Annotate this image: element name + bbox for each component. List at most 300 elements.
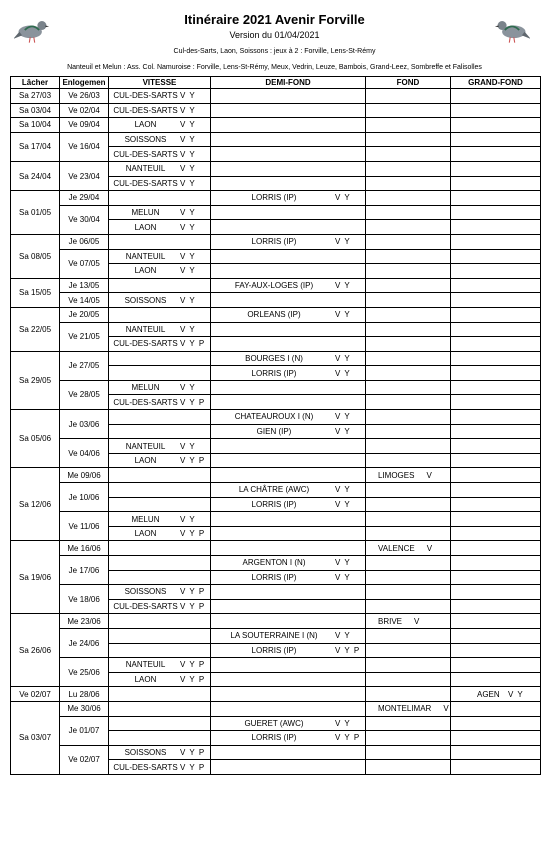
- vitesse-cell: [109, 453, 211, 468]
- race-flags: V Y: [508, 689, 524, 699]
- table-row: [11, 716, 541, 731]
- race-entry: [213, 354, 363, 363]
- enlogement-date: Je 03/06: [60, 410, 109, 439]
- grand-fond-cell: [451, 687, 541, 702]
- table-row: [11, 380, 541, 395]
- enlogement-date: Ve 04/06: [60, 439, 109, 468]
- vitesse-cell: [109, 118, 211, 133]
- demi-fond-cell: [211, 585, 366, 600]
- race-location: VALENCE: [378, 543, 415, 553]
- race-location: LAON: [134, 675, 157, 685]
- race-flags: V Y P: [335, 733, 361, 743]
- race-flags: V Y: [180, 383, 196, 393]
- race-entry: [111, 602, 208, 611]
- race-entry: [213, 646, 363, 655]
- demi-fond-cell: [211, 483, 366, 498]
- vitesse-cell: [109, 628, 211, 643]
- grand-fond-cell: [451, 497, 541, 512]
- race-entry: [111, 398, 208, 407]
- race-flags: V Y: [180, 149, 196, 159]
- table-row: [11, 307, 541, 322]
- race-location: CUL-DES-SARTS: [113, 762, 178, 772]
- table-row: [11, 249, 541, 264]
- race-flags: V Y: [180, 251, 196, 261]
- enlogement-date: Me 30/06: [60, 701, 109, 716]
- enlogement-date: Ve 14/05: [60, 293, 109, 308]
- demi-fond-cell: [211, 541, 366, 556]
- vitesse-cell: [109, 570, 211, 585]
- grand-fond-cell: [451, 366, 541, 381]
- race-location: CUL-DES-SARTS: [113, 339, 178, 349]
- demi-fond-cell: [211, 366, 366, 381]
- race-flags: V Y P: [180, 675, 206, 685]
- race-entry: [111, 150, 208, 159]
- vitesse-cell: [109, 293, 211, 308]
- grand-fond-cell: [451, 453, 541, 468]
- race-location: SOISSONS: [124, 587, 167, 597]
- demi-fond-cell: [211, 526, 366, 541]
- demi-fond-cell: [211, 395, 366, 410]
- vitesse-cell: [109, 161, 211, 176]
- vitesse-cell: [109, 468, 211, 483]
- demi-fond-cell: [211, 556, 366, 571]
- table-row: [11, 234, 541, 249]
- vitesse-cell: [109, 322, 211, 337]
- fond-cell: [366, 716, 451, 731]
- race-entry: [213, 281, 363, 290]
- race-entry: [111, 135, 208, 144]
- demi-fond-cell: [211, 380, 366, 395]
- fond-cell: [366, 731, 451, 746]
- enlogement-date: Je 01/07: [60, 716, 109, 745]
- vitesse-cell: [109, 760, 211, 775]
- race-location: NANTEUIL: [125, 251, 166, 261]
- grand-fond-cell: [451, 556, 541, 571]
- table-row: [11, 89, 541, 104]
- race-entry: [213, 369, 363, 378]
- enlogement-date: Ve 11/06: [60, 512, 109, 541]
- fond-cell: [366, 89, 451, 104]
- race-flags: V Y: [335, 718, 351, 728]
- vitesse-cell: [109, 337, 211, 352]
- fond-cell: [366, 234, 451, 249]
- race-entry: [453, 690, 538, 699]
- race-flags: V Y: [335, 412, 351, 422]
- vitesse-cell: [109, 264, 211, 279]
- race-flags: V: [426, 543, 434, 553]
- header-row: [11, 77, 541, 89]
- race-flags: V Y P: [180, 602, 206, 612]
- race-flags: V Y P: [180, 660, 206, 670]
- grand-fond-cell: [451, 380, 541, 395]
- race-entry: [111, 763, 208, 772]
- enlogement-date: Ve 02/04: [60, 103, 109, 118]
- demi-fond-cell: [211, 468, 366, 483]
- table-row: [11, 745, 541, 760]
- grand-fond-cell: [451, 541, 541, 556]
- lacher-date: Sa 03/07: [11, 701, 60, 774]
- grand-fond-cell: [451, 745, 541, 760]
- race-entry: [213, 485, 363, 494]
- fond-cell: [366, 307, 451, 322]
- fond-cell: [366, 556, 451, 571]
- grand-fond-cell: [451, 351, 541, 366]
- race-flags: V Y: [180, 295, 196, 305]
- vitesse-cell: [109, 439, 211, 454]
- table-row: [11, 658, 541, 673]
- table-row: [11, 439, 541, 454]
- demi-fond-cell: [211, 497, 366, 512]
- race-flags: V: [414, 616, 421, 626]
- lacher-date: Sa 15/05: [11, 278, 60, 307]
- race-location: ORLEANS (IP): [247, 310, 301, 320]
- race-entry: [111, 120, 208, 129]
- enlogement-date: Ve 16/04: [60, 132, 109, 161]
- lacher-date: Ve 02/07: [11, 687, 60, 702]
- grand-fond-cell: [451, 410, 541, 425]
- race-location: LORRIS (IP): [251, 368, 297, 378]
- enlogement-date: Ve 26/03: [60, 89, 109, 104]
- table-row: [11, 205, 541, 220]
- note-jeux: Cul-des-Sarts, Laon, Soissons : jeux à 2 : Forville, Lens-St-Rémy: [173, 48, 376, 55]
- race-entry: [111, 529, 208, 538]
- fond-cell: [366, 191, 451, 206]
- race-entry: [111, 442, 208, 451]
- vitesse-cell: [109, 599, 211, 614]
- enlogement-date: Ve 21/05: [60, 322, 109, 351]
- race-entry: [111, 456, 208, 465]
- race-entry: [213, 500, 363, 509]
- race-location: LORRIS (IP): [251, 572, 297, 582]
- grand-fond-cell: [451, 526, 541, 541]
- fond-cell: [366, 103, 451, 118]
- enlogement-date: Me 23/06: [60, 614, 109, 629]
- race-entry: [111, 339, 208, 348]
- enlogement-date: Me 16/06: [60, 541, 109, 556]
- fond-cell: [366, 132, 451, 147]
- grand-fond-cell: [451, 132, 541, 147]
- fond-cell: [366, 526, 451, 541]
- vitesse-cell: [109, 234, 211, 249]
- vitesse-cell: [109, 380, 211, 395]
- lacher-date: Sa 08/05: [11, 234, 60, 278]
- race-entry: [213, 733, 363, 742]
- grand-fond-cell: [451, 701, 541, 716]
- demi-fond-cell: [211, 147, 366, 162]
- enlogement-date: Je 06/05: [60, 234, 109, 249]
- race-location: LORRIS (IP): [251, 499, 297, 509]
- race-location: SOISSONS: [124, 295, 167, 305]
- demi-fond-cell: [211, 599, 366, 614]
- race-location: LORRIS (IP): [251, 237, 297, 247]
- demi-fond-cell: [211, 337, 366, 352]
- fond-cell: [366, 453, 451, 468]
- fond-cell: [366, 599, 451, 614]
- grand-fond-cell: [451, 322, 541, 337]
- race-flags: V Y: [180, 441, 196, 451]
- race-entry: [213, 427, 363, 436]
- vitesse-cell: [109, 103, 211, 118]
- race-entry: [213, 558, 363, 567]
- race-flags: V Y: [180, 164, 196, 174]
- fond-cell: [366, 745, 451, 760]
- table-row: [11, 191, 541, 206]
- enlogement-date: Ve 02/07: [60, 745, 109, 774]
- table-row: [11, 541, 541, 556]
- demi-fond-cell: [211, 570, 366, 585]
- race-entry: [111, 266, 208, 275]
- demi-fond-cell: [211, 453, 366, 468]
- fond-cell: [366, 366, 451, 381]
- vitesse-cell: [109, 424, 211, 439]
- race-flags: V Y: [335, 485, 351, 495]
- race-flags: V Y: [335, 558, 351, 568]
- demi-fond-cell: [211, 643, 366, 658]
- fond-cell: [366, 278, 451, 293]
- demi-fond-cell: [211, 424, 366, 439]
- vitesse-cell: [109, 556, 211, 571]
- header-lacher: Lâcher: [11, 77, 60, 89]
- enlogement-date: Lu 28/06: [60, 687, 109, 702]
- race-flags: V Y: [180, 324, 196, 334]
- race-flags: V: [426, 470, 433, 480]
- race-entry: [111, 675, 208, 684]
- race-flags: V Y P: [180, 397, 206, 407]
- race-entry: [111, 748, 208, 757]
- grand-fond-cell: [451, 628, 541, 643]
- grand-fond-cell: [451, 176, 541, 191]
- grand-fond-cell: [451, 264, 541, 279]
- demi-fond-cell: [211, 307, 366, 322]
- grand-fond-cell: [451, 293, 541, 308]
- race-location: LA CHÂTRE (AWC): [238, 485, 310, 495]
- fond-cell: [366, 658, 451, 673]
- demi-fond-cell: [211, 264, 366, 279]
- fond-cell: [366, 614, 451, 629]
- enlogement-date: Ve 28/05: [60, 380, 109, 409]
- fond-cell: [366, 701, 451, 716]
- race-flags: V Y: [180, 178, 196, 188]
- enlogement-date: Ve 25/06: [60, 658, 109, 687]
- fond-cell: [366, 147, 451, 162]
- schedule-table: [10, 76, 541, 775]
- grand-fond-cell: [451, 395, 541, 410]
- race-entry: [111, 164, 208, 173]
- header-fond: FOND: [366, 77, 451, 89]
- fond-cell: [366, 497, 451, 512]
- enlogement-date: Ve 30/04: [60, 205, 109, 234]
- race-entry: [111, 223, 208, 232]
- vitesse-cell: [109, 483, 211, 498]
- vitesse-cell: [109, 585, 211, 600]
- race-flags: V Y P: [180, 529, 206, 539]
- race-location: CUL-DES-SARTS: [113, 105, 178, 115]
- fond-cell: [366, 205, 451, 220]
- fond-cell: [366, 628, 451, 643]
- grand-fond-cell: [451, 337, 541, 352]
- race-flags: V Y: [335, 572, 351, 582]
- enlogement-date: Je 24/06: [60, 628, 109, 657]
- race-entry: [111, 515, 208, 524]
- enlogement-date: Je 20/05: [60, 307, 109, 322]
- enlogement-date: Me 09/06: [60, 468, 109, 483]
- vitesse-cell: [109, 410, 211, 425]
- race-entry: [111, 660, 208, 669]
- lacher-date: Sa 19/06: [11, 541, 60, 614]
- fond-cell: [366, 424, 451, 439]
- table-row: [11, 556, 541, 571]
- lacher-date: Sa 27/03: [11, 89, 60, 104]
- demi-fond-cell: [211, 132, 366, 147]
- race-location: BOURGES I (N): [245, 353, 303, 363]
- race-location: MELUN: [131, 208, 160, 218]
- vitesse-cell: [109, 643, 211, 658]
- grand-fond-cell: [451, 731, 541, 746]
- table-row: [11, 161, 541, 176]
- race-location: SOISSONS: [124, 135, 167, 145]
- race-entry: [368, 544, 448, 553]
- grand-fond-cell: [451, 570, 541, 585]
- demi-fond-cell: [211, 161, 366, 176]
- race-location: MELUN: [131, 514, 160, 524]
- demi-fond-cell: [211, 439, 366, 454]
- note-association: Nanteuil et Melun : Ass. Col. Namuroise : Forville, Lens-St-Rémy, Meux, Vedrin, Leuze, Bambois, Grand-Leez, Sombreffe et Falisolles: [67, 64, 482, 71]
- grand-fond-cell: [451, 234, 541, 249]
- demi-fond-cell: [211, 118, 366, 133]
- vitesse-cell: [109, 497, 211, 512]
- race-location: NANTEUIL: [125, 441, 166, 451]
- document-header: [0, 0, 549, 72]
- grand-fond-cell: [451, 658, 541, 673]
- demi-fond-cell: [211, 234, 366, 249]
- grand-fond-cell: [451, 89, 541, 104]
- race-flags: V: [443, 704, 450, 714]
- fond-cell: [366, 643, 451, 658]
- race-flags: V Y P: [180, 587, 206, 597]
- header-grand-fond: GRAND-FOND: [451, 77, 541, 89]
- race-location: LORRIS (IP): [251, 733, 297, 743]
- enlogement-date: Je 10/06: [60, 483, 109, 512]
- fond-cell: [366, 541, 451, 556]
- table-row: [11, 293, 541, 308]
- schedule-body: [11, 89, 541, 775]
- table-row: [11, 132, 541, 147]
- enlogement-date: Ve 23/04: [60, 161, 109, 190]
- race-location: LAON: [134, 120, 157, 130]
- vitesse-cell: [109, 395, 211, 410]
- race-flags: V Y: [335, 499, 351, 509]
- race-flags: V Y: [335, 281, 351, 291]
- fond-cell: [366, 161, 451, 176]
- vitesse-cell: [109, 191, 211, 206]
- demi-fond-cell: [211, 176, 366, 191]
- grand-fond-cell: [451, 672, 541, 687]
- vitesse-cell: [109, 658, 211, 673]
- lacher-date: Sa 12/06: [11, 468, 60, 541]
- grand-fond-cell: [451, 220, 541, 235]
- table-row: [11, 351, 541, 366]
- race-flags: V Y P: [180, 456, 206, 466]
- grand-fond-cell: [451, 249, 541, 264]
- race-entry: [111, 587, 208, 596]
- demi-fond-cell: [211, 672, 366, 687]
- race-entry: [368, 617, 448, 626]
- vitesse-cell: [109, 220, 211, 235]
- race-flags: V Y: [335, 368, 351, 378]
- lacher-date: Sa 03/04: [11, 103, 60, 118]
- race-entry: [368, 704, 448, 713]
- race-flags: V Y: [335, 237, 351, 247]
- fond-cell: [366, 351, 451, 366]
- race-location: LIMOGES: [378, 470, 415, 480]
- race-location: LORRIS (IP): [251, 645, 297, 655]
- enlogement-date: Je 13/05: [60, 278, 109, 293]
- fond-cell: [366, 687, 451, 702]
- race-flags: V Y: [335, 353, 351, 363]
- grand-fond-cell: [451, 191, 541, 206]
- grand-fond-cell: [451, 439, 541, 454]
- enlogement-date: Ve 07/05: [60, 249, 109, 278]
- enlogement-date: Je 29/04: [60, 191, 109, 206]
- vitesse-cell: [109, 307, 211, 322]
- header-vitesse: VITESSE: [109, 77, 211, 89]
- demi-fond-cell: [211, 89, 366, 104]
- demi-fond-cell: [211, 293, 366, 308]
- table-row: [11, 701, 541, 716]
- fond-cell: [366, 672, 451, 687]
- vitesse-cell: [109, 526, 211, 541]
- enlogement-date: Je 17/06: [60, 556, 109, 585]
- race-location: GUERET (AWC): [244, 718, 304, 728]
- grand-fond-cell: [451, 512, 541, 527]
- enlogement-date: Je 27/05: [60, 351, 109, 380]
- vitesse-cell: [109, 672, 211, 687]
- demi-fond-cell: [211, 658, 366, 673]
- race-entry: [111, 296, 208, 305]
- lacher-date: Sa 26/06: [11, 614, 60, 687]
- race-flags: V Y: [180, 135, 196, 145]
- table-row: [11, 585, 541, 600]
- vitesse-cell: [109, 687, 211, 702]
- lacher-date: Sa 01/05: [11, 191, 60, 235]
- vitesse-cell: [109, 512, 211, 527]
- race-location: LAON: [134, 529, 157, 539]
- fond-cell: [366, 760, 451, 775]
- vitesse-cell: [109, 147, 211, 162]
- race-entry: [111, 208, 208, 217]
- race-entry: [213, 573, 363, 582]
- race-location: LA SOUTERRAINE I (N): [230, 631, 318, 641]
- race-location: NANTEUIL: [125, 660, 166, 670]
- grand-fond-cell: [451, 307, 541, 322]
- demi-fond-cell: [211, 628, 366, 643]
- demi-fond-cell: [211, 220, 366, 235]
- race-entry: [213, 310, 363, 319]
- race-location: NANTEUIL: [125, 164, 166, 174]
- grand-fond-cell: [451, 614, 541, 629]
- fond-cell: [366, 410, 451, 425]
- race-flags: V Y: [335, 426, 351, 436]
- race-entry: [213, 237, 363, 246]
- race-entry: [111, 91, 208, 100]
- demi-fond-cell: [211, 205, 366, 220]
- lacher-date: Sa 10/04: [11, 118, 60, 133]
- race-location: GIEN (IP): [256, 426, 292, 436]
- race-location: LAON: [134, 456, 157, 466]
- vitesse-cell: [109, 132, 211, 147]
- grand-fond-cell: [451, 205, 541, 220]
- table-row: [11, 512, 541, 527]
